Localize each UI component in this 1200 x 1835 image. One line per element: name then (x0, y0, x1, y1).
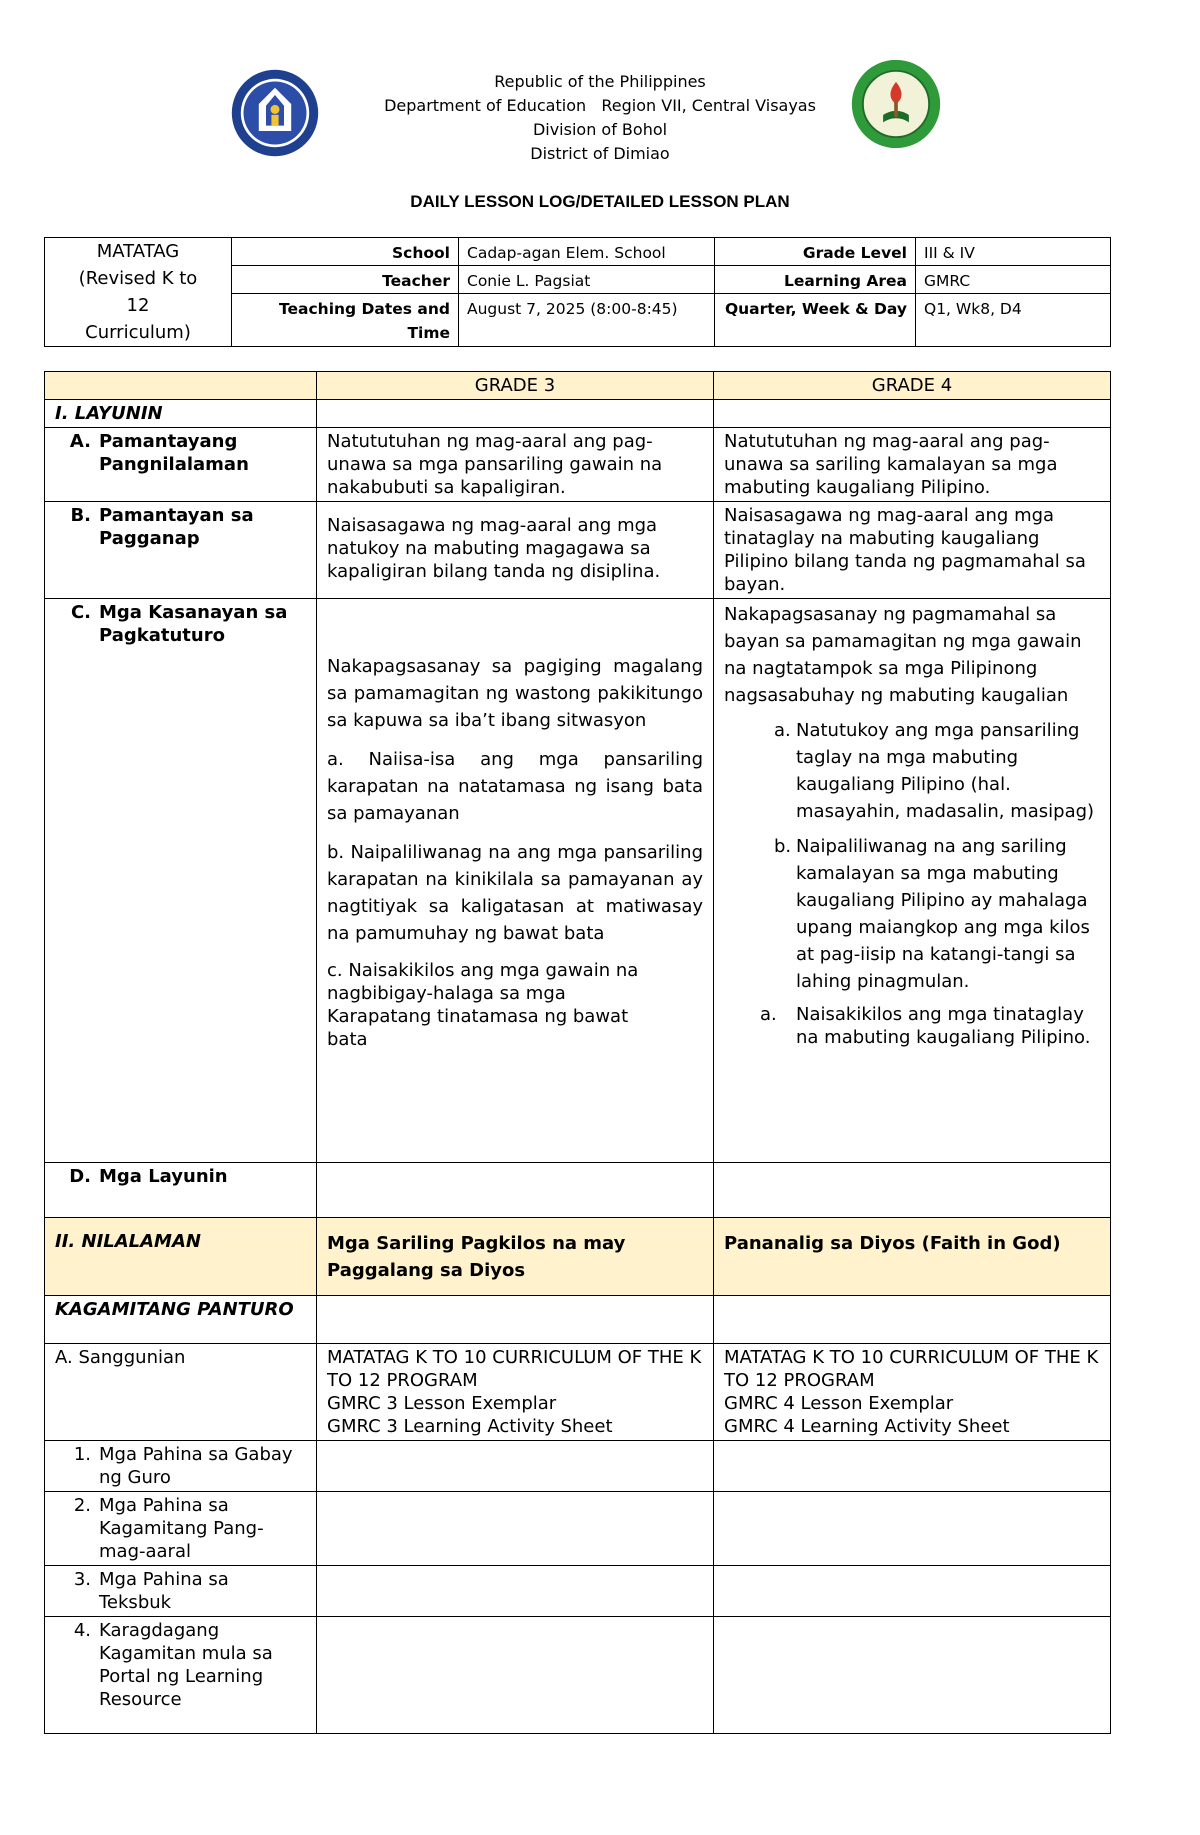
row-d-label (45, 1163, 317, 1218)
sanggunian-g4 (714, 1344, 1111, 1441)
empty-cell (714, 1296, 1111, 1344)
item-1 (45, 1441, 317, 1492)
sanggunian-g3-line2: GMRC 3 Lesson Exemplar (327, 1393, 557, 1414)
teacher-value: Conie L. Pagsiat (459, 266, 715, 294)
matatag-cell (45, 238, 232, 347)
c-g4-b (724, 833, 1100, 995)
row-d-letter: D. (69, 1166, 91, 1187)
row-a-letter: A. (69, 431, 91, 452)
empty-cell (714, 1492, 1111, 1566)
teacher-label: Teacher (232, 266, 459, 294)
item-1-num: 1. (73, 1444, 91, 1465)
row-c-g3 (317, 599, 714, 1163)
grade-level-label: Grade Level (715, 238, 916, 266)
header-empty-cell (45, 372, 317, 400)
empty-cell (714, 1617, 1111, 1734)
matatag-line1: MATATAG (96, 241, 180, 262)
row-c-letter: C. (70, 602, 91, 623)
row-b-g3 (317, 502, 714, 599)
sanggunian-g3-line3: GMRC 3 Learning Activity Sheet (327, 1416, 613, 1437)
c-g3-intro: Nakapagsasanay sa pagiging magalang sa pamamagitan ng wastong pakikitungo sa kapuwa sa iba’t ibang sitwasyon (327, 656, 703, 731)
row-b-letter: B. (70, 505, 91, 526)
learning-area-label: Learning Area (715, 266, 916, 294)
empty-cell (317, 1296, 714, 1344)
empty-cell (317, 1492, 714, 1566)
empty-cell (317, 1441, 714, 1492)
c-g4-b-text: Naipaliliwanag na ang sariling kamalayan sa mga mabuting kaugaliang Pilipino ay mahalaga upang maiangkop ang mga kilos at pag-iisip na katangi-tangi sa lahing pinagmulan. (796, 836, 1090, 992)
sanggunian-g3 (317, 1344, 714, 1441)
header-department: Department of Education Region VII, Central Visayas (384, 96, 816, 115)
item-2 (45, 1492, 317, 1566)
header-republic: Republic of the Philippines (494, 72, 706, 91)
c-g4-intro: Nakapagsasanay ng pagmamahal sa bayan sa pamamagitan ng mga gawain na nagtatampok sa mga Pilipinong nagsasabuhay ng mabuting kaugalian (724, 604, 1082, 706)
c-g4-a-letter: a. (774, 720, 791, 741)
row-a-g3: Natututuhan ng mag-aaral ang pag-unawa sa mga pansariling gawain na nakabubuti sa kapaligiran. (317, 428, 714, 502)
item-3-label: Mga Pahina sa Teksbuk (99, 1569, 229, 1613)
c-g4-a (724, 717, 1100, 825)
empty-cell (714, 1163, 1111, 1218)
row-a-text: Pamantayang Pangnilalaman (99, 431, 249, 475)
c-g4-c-letter: a. (760, 1004, 777, 1025)
nilalaman-g4: Pananalig sa Diyos (Faith in God) (714, 1218, 1111, 1296)
item-2-label: Mga Pahina sa Kagamitang Pang-mag-aaral (99, 1495, 264, 1562)
dates-label: Teaching Dates and Time (232, 294, 459, 347)
matatag-line4: Curriculum) (85, 322, 191, 343)
empty-cell (317, 1566, 714, 1617)
matatag-line3: 12 (126, 295, 150, 316)
empty-cell (317, 1617, 714, 1734)
item-3 (45, 1566, 317, 1617)
row-c-g4 (714, 599, 1111, 1163)
item-4-label: Karagdagang Kagamitan mula sa Portal ng Learning Resource (99, 1620, 273, 1710)
grade4-header: GRADE 4 (714, 372, 1111, 400)
c-g3-a: a. Naiisa-isa ang mga pansariling karapatan na natatamasa ng isang bata sa pamayanan (327, 749, 703, 824)
grade-level-value: III & IV (916, 238, 1111, 266)
quarter-value: Q1, Wk8, D4 (916, 294, 1111, 347)
c-g4-c-text: Naisakikilos ang mga tinataglay na mabuting kaugaliang Pilipino. (796, 1004, 1091, 1048)
sanggunian-g4-line1: MATATAG K TO 10 CURRICULUM OF THE K TO 12 PROGRAM (724, 1347, 1099, 1391)
nilalaman-heading: II. NILALAMAN (45, 1218, 317, 1296)
learning-area-value: GMRC (916, 266, 1111, 294)
empty-cell (317, 400, 714, 428)
item-2-num: 2. (73, 1495, 91, 1516)
item-4-num: 4. (73, 1620, 91, 1641)
document-title: DAILY LESSON LOG/DETAILED LESSON PLAN (410, 192, 790, 211)
grade3-header: GRADE 3 (317, 372, 714, 400)
c-g3-b: b. Naipaliliwanag na ang mga pansariling karapatan na kinikilala sa pamayanan ay nagtitiyak sa kaligatasan at matiwasay na pamumuhay ng bawat bata (327, 842, 703, 944)
row-b-g4: Naisasagawa ng mag-aaral ang mga tinataglay na mabuting kaugaliang Pilipino bilang tanda ng pagmamahal sa bayan. (714, 502, 1111, 599)
matatag-line2: (Revised K to (78, 268, 198, 289)
row-d-text: Mga Layunin (99, 1166, 228, 1187)
header-district: District of Dimiao (530, 144, 670, 163)
row-a-label (45, 428, 317, 502)
layunin-heading: I. LAYUNIN (45, 400, 317, 428)
sanggunian-g4-line2: GMRC 4 Lesson Exemplar (724, 1393, 954, 1414)
empty-cell (714, 1566, 1111, 1617)
sanggunian-label: A. Sanggunian (45, 1344, 317, 1441)
sanggunian-g3-line1: MATATAG K TO 10 CURRICULUM OF THE K TO 12 PROGRAM (327, 1347, 702, 1391)
quarter-label: Quarter, Week & Day (715, 294, 916, 347)
row-c-text: Mga Kasanayan sa Pagkatuturo (99, 602, 288, 646)
item-3-num: 3. (73, 1569, 91, 1590)
item-1-label: Mga Pahina sa Gabay ng Guro (99, 1444, 293, 1488)
sanggunian-g4-line3: GMRC 4 Learning Activity Sheet (724, 1416, 1010, 1437)
row-b-g3-text: Naisasagawa ng mag-aaral ang mga natukoy na mabuting magagawa sa kapaligiran bilang tanda ng disiplina. (327, 515, 661, 582)
info-table (44, 237, 1111, 347)
kagamitan-heading: KAGAMITANG PANTURO (45, 1296, 317, 1344)
header-block (0, 70, 1200, 166)
header-division: Division of Bohol (532, 120, 668, 139)
nilalaman-g3: Mga Sariling Pagkilos na may Paggalang sa Diyos (317, 1218, 714, 1296)
row-c-label (45, 599, 317, 1163)
lesson-plan-table (44, 371, 1111, 1734)
empty-cell (714, 1441, 1111, 1492)
c-g4-b-letter: b. (774, 836, 792, 857)
c-g4-c (724, 1003, 1100, 1049)
c-g4-a-text: Natutukoy ang mga pansariling taglay na mga mabuting kaugaliang Pilipino (hal. masayahin, madasalin, masipag) (796, 720, 1095, 822)
row-a-g4: Natututuhan ng mag-aaral ang pag-unawa sa sariling kamalayan sa mga mabuting kaugaliang Pilipino. (714, 428, 1111, 502)
empty-cell (317, 1163, 714, 1218)
dates-value: August 7, 2025 (8:00-8:45) (459, 294, 715, 347)
school-label: School (232, 238, 459, 266)
school-value: Cadap-agan Elem. School (459, 238, 715, 266)
item-4 (45, 1617, 317, 1734)
c-g3-c: c. Naisakikilos ang mga gawain na nagbibigay-halaga sa mga Karapatang tinatamasa ng bawat bata (327, 960, 639, 1050)
empty-cell (714, 400, 1111, 428)
row-b-label (45, 502, 317, 599)
row-b-text: Pamantayan sa Pagganap (99, 505, 254, 549)
